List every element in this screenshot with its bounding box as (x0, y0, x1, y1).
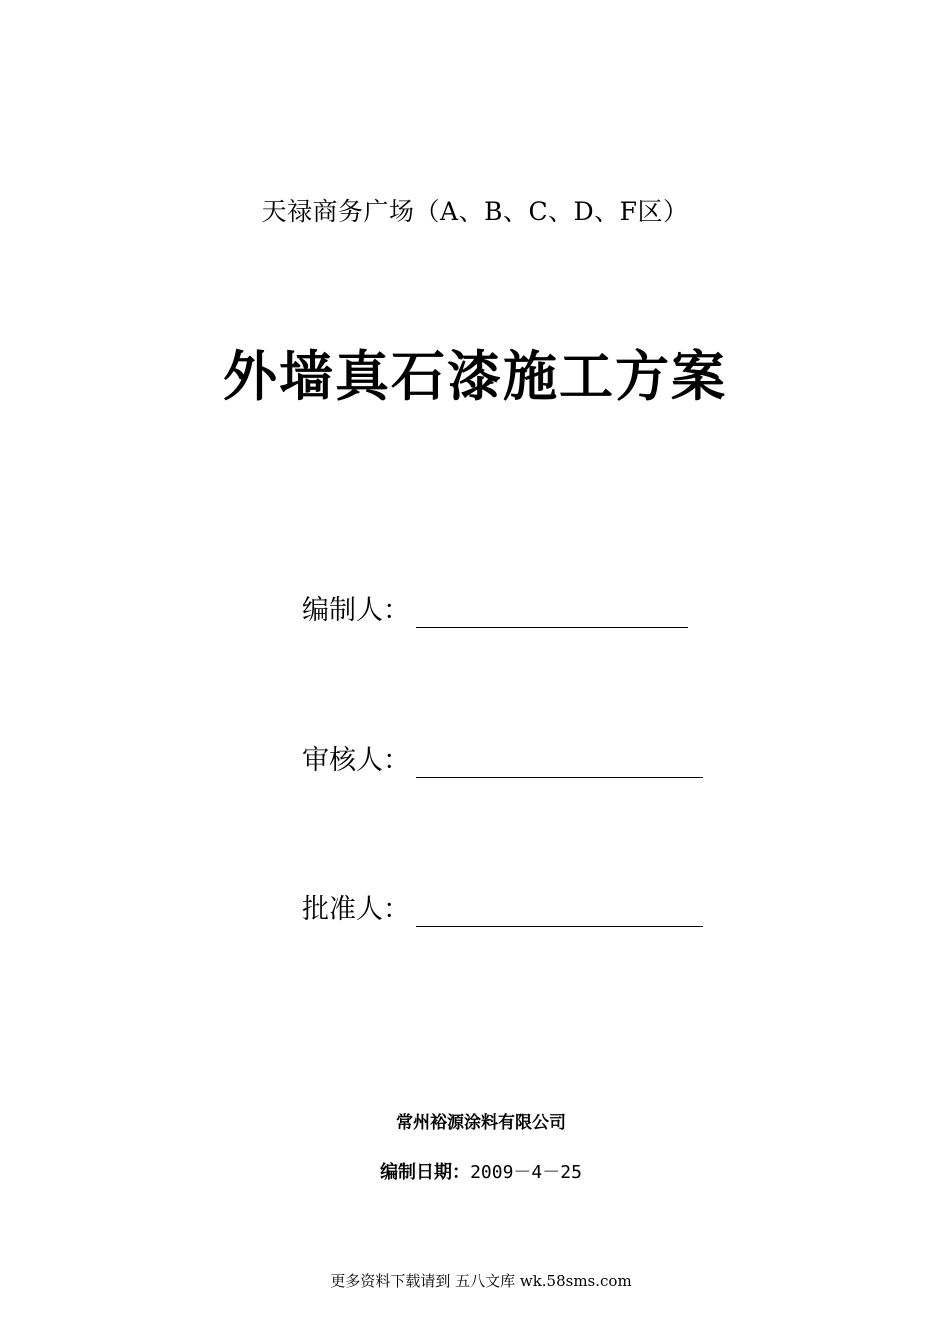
approver-label: 批准人： (302, 894, 410, 925)
signature-row-compiler (302, 588, 688, 628)
compile-date-label: 编制日期： (380, 1162, 471, 1183)
signature-row-approver (302, 887, 703, 927)
project-subtitle: 天禄商务广场（A、B、C、D、F区） (261, 197, 689, 226)
compiler-label: 编制人： (302, 595, 410, 626)
reviewer-label: 审核人： (302, 745, 410, 776)
compile-date (0, 1158, 950, 1184)
approver-signature-line (416, 896, 703, 927)
compiler-signature-line (416, 597, 688, 628)
company-name: 常州裕源涂料有限公司 (396, 1113, 566, 1133)
signature-row-reviewer (302, 738, 703, 778)
document-title: 外墙真石漆施工方案 (223, 344, 727, 408)
compile-date-value: 2009－4－25 (470, 1162, 582, 1183)
reviewer-signature-line (416, 747, 703, 778)
footer-download-note: 更多资料下载请到 五八文库 wk.58sms.com (330, 1272, 632, 1290)
